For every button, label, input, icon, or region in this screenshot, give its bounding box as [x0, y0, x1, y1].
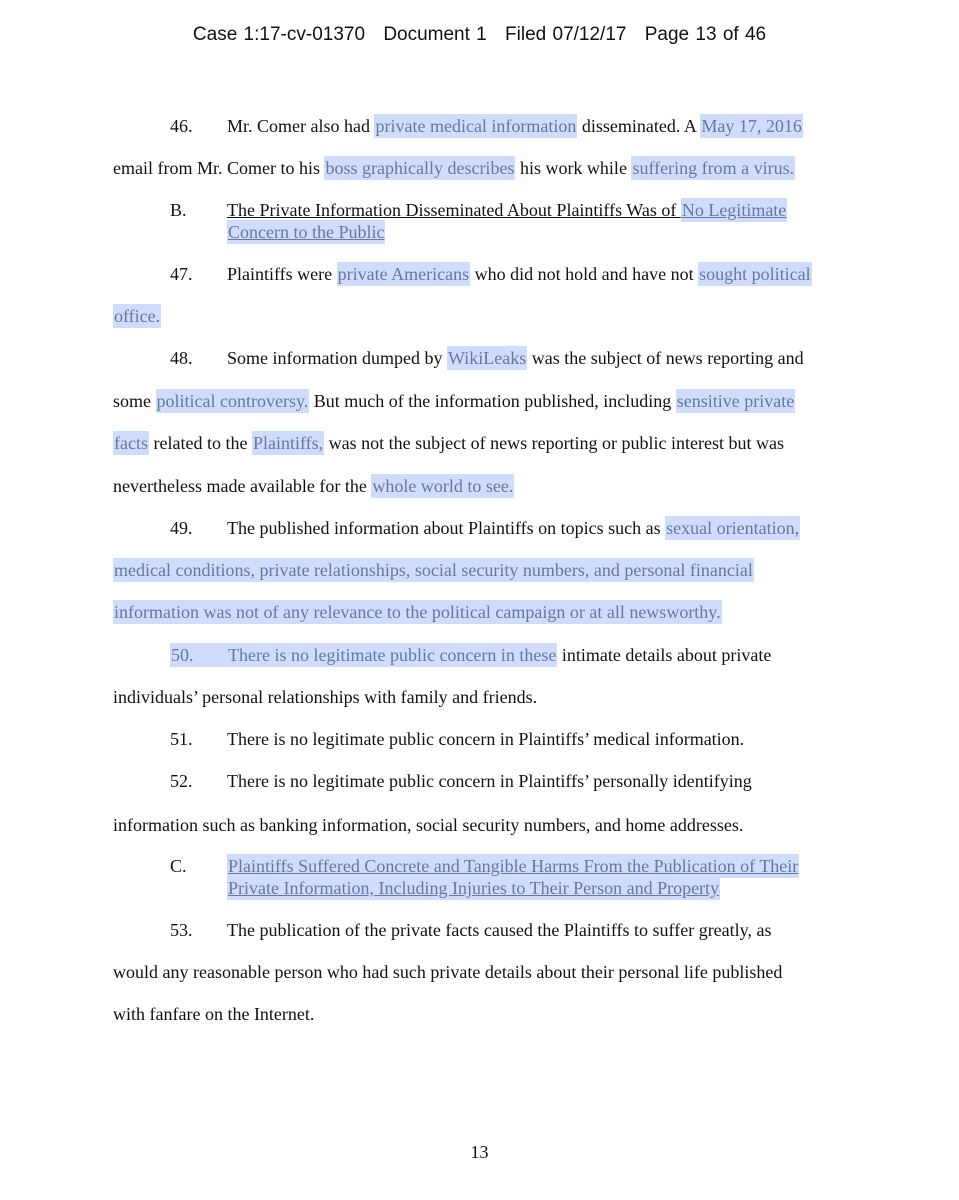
- paragraph-number: 47.: [170, 264, 193, 284]
- text: disseminated. A: [577, 116, 701, 136]
- text: with fanfare on the Internet.: [113, 1004, 315, 1024]
- highlight[interactable]: private medical information: [375, 116, 577, 136]
- page-number: 13: [470, 1142, 489, 1162]
- highlight[interactable]: Plaintiffs Suffered Concrete and Tangible Harms From the Publication of Their: [228, 856, 799, 876]
- paragraph-number: 46.: [170, 116, 193, 136]
- section-letter: B.: [170, 200, 187, 220]
- highlight[interactable]: medical conditions, private relationships, social security numbers, and personal financial: [114, 560, 753, 580]
- paragraph-number: 51.: [170, 729, 193, 749]
- highlight[interactable]: information was not of any relevance to the political campaign or at all newsworthy.: [114, 602, 721, 622]
- highlight[interactable]: boss graphically describes: [325, 158, 515, 178]
- highlight[interactable]: Private Information, Including Injuries to Their Person and Property: [228, 878, 720, 898]
- paragraph-number: 52.: [170, 771, 193, 791]
- paragraph-46-line-2: [113, 156, 795, 180]
- highlight[interactable]: WikiLeaks: [447, 348, 527, 368]
- text: There is no legitimate public concern in Plaintiffs’ medical information.: [227, 729, 745, 749]
- section-letter: C.: [170, 856, 187, 876]
- paragraph-52-line-2: [113, 813, 743, 837]
- paragraph-number: 48.: [170, 348, 193, 368]
- paragraph-49-line-1: [170, 516, 800, 540]
- paragraph-50-line-1: [170, 643, 771, 667]
- text: The published information about Plaintiffs on topics such as: [227, 518, 666, 538]
- text: who did not hold and have not: [470, 264, 699, 284]
- filed-date: Filed 07/12/17: [505, 24, 627, 45]
- text: individuals’ personal relationships with family and friends.: [113, 687, 538, 707]
- paragraph-53-line-1: [170, 918, 772, 942]
- highlight[interactable]: office.: [114, 306, 161, 326]
- text: would any reasonable person who had such private details about their personal life published: [113, 962, 783, 982]
- paragraph-53-line-3: [113, 1002, 314, 1026]
- paragraph-47-line-2: [113, 304, 161, 328]
- paragraph-number: 53.: [170, 920, 193, 940]
- section-b-heading-line-2: [227, 220, 385, 244]
- highlight[interactable]: whole world to see.: [372, 476, 514, 496]
- heading-text: The Private Information Disseminated About Plaintiffs Was of: [227, 200, 681, 220]
- highlight[interactable]: suffering from a virus.: [632, 158, 795, 178]
- paragraph-50-line-2: [113, 685, 537, 709]
- text: was not the subject of news reporting or public interest but was: [324, 433, 785, 453]
- highlight[interactable]: Concern to the Public: [228, 222, 385, 242]
- paragraph-48-line-1: [170, 346, 804, 370]
- paragraph-48-line-3: [113, 431, 784, 455]
- text: email from Mr. Comer to his: [113, 158, 325, 178]
- text: some: [113, 391, 156, 411]
- paragraph-49-line-3: [113, 600, 722, 624]
- case-header: [0, 24, 959, 46]
- highlight[interactable]: sought political: [699, 264, 811, 284]
- paragraph-52-line-1: [170, 769, 752, 793]
- text: Plaintiffs were: [227, 264, 337, 284]
- text: There is no legitimate public concern in Plaintiffs’ personally identifying: [227, 771, 752, 791]
- text: his work while: [515, 158, 632, 178]
- highlight[interactable]: Plaintiffs,: [252, 433, 324, 453]
- section-c-heading-line-2: [227, 876, 720, 900]
- highlight[interactable]: political controversy.: [156, 391, 309, 411]
- paragraph-47-line-1: [170, 262, 812, 286]
- paragraph-48-line-4: [113, 474, 514, 498]
- text: was the subject of news reporting and: [527, 348, 804, 368]
- highlight[interactable]: sensitive private: [676, 391, 795, 411]
- text: The publication of the private facts caused the Plaintiffs to suffer greatly, as: [227, 920, 772, 940]
- highlight[interactable]: [170, 643, 557, 667]
- text: Some information dumped by: [227, 348, 447, 368]
- document-number: Document 1: [383, 24, 487, 45]
- section-c-heading-line-1: [170, 854, 799, 878]
- highlight[interactable]: May 17, 2016: [701, 116, 802, 136]
- page-indicator: Page 13 of 46: [644, 24, 767, 45]
- text: information such as banking information, social security numbers, and home addresses.: [113, 815, 744, 835]
- paragraph-48-line-2: [113, 389, 795, 413]
- text: nevertheless made available for the: [113, 476, 372, 496]
- paragraph-number: 49.: [170, 518, 193, 538]
- case-number: Case 1:17-cv-01370: [192, 24, 366, 45]
- paragraph-51-line-1: [170, 727, 744, 751]
- text: related to the: [148, 433, 252, 453]
- highlight[interactable]: No Legitimate: [681, 200, 787, 220]
- text: But much of the information published, including: [309, 391, 676, 411]
- highlight[interactable]: facts: [114, 433, 148, 453]
- text: There is no legitimate public concern in these: [228, 645, 557, 665]
- text: intimate details about private: [557, 645, 772, 665]
- paragraph-46-line-1: [170, 114, 803, 138]
- section-b-heading-line-1: [170, 198, 787, 222]
- highlight[interactable]: sexual orientation,: [666, 518, 800, 538]
- paragraph-53-line-2: [113, 960, 782, 984]
- paragraph-number: 50.: [171, 645, 194, 665]
- paragraph-49-line-2: [113, 558, 754, 582]
- highlight[interactable]: private Americans: [337, 264, 470, 284]
- text: Mr. Comer also had: [227, 116, 375, 136]
